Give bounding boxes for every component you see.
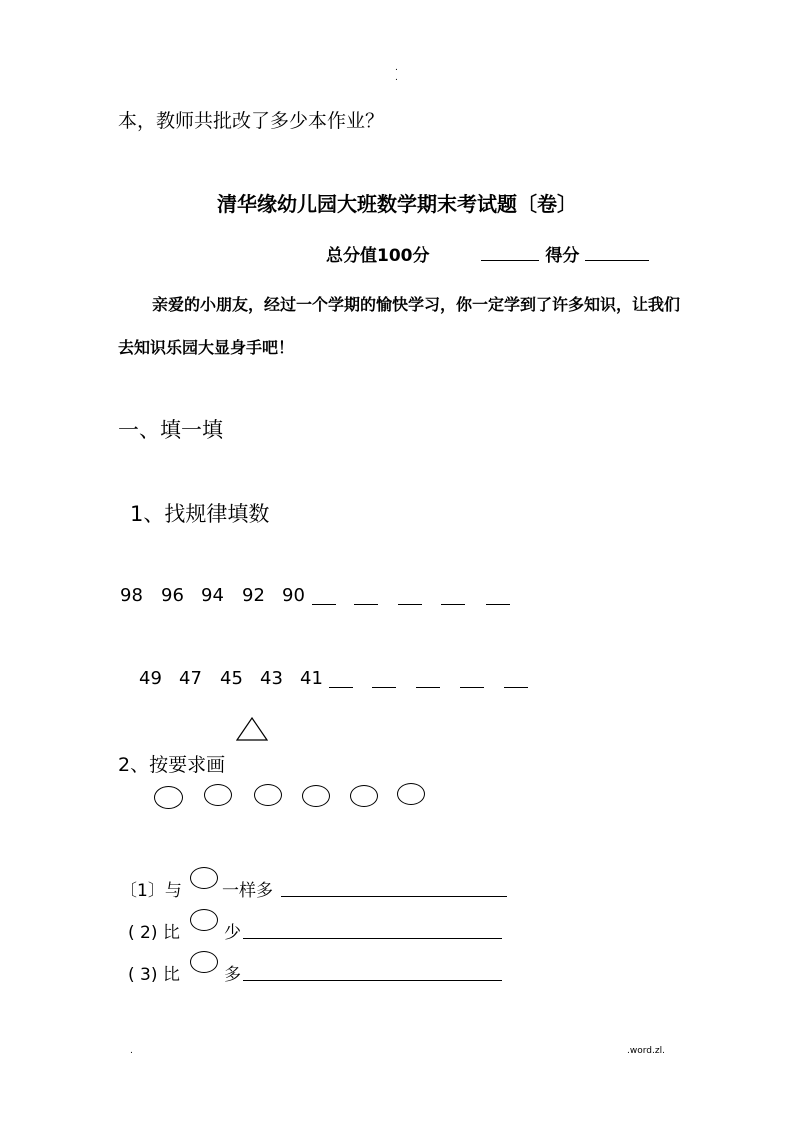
circle-icon <box>302 785 330 807</box>
sequence-number: 45 <box>220 668 243 689</box>
circle-icon <box>204 784 232 806</box>
circle-icon <box>154 786 183 809</box>
carryover-text: 本，教师共批改了多少本作业？ <box>118 110 385 132</box>
subquestion-suffix: 多 <box>224 965 241 985</box>
circle-icon <box>190 909 218 931</box>
answer-blank[interactable] <box>372 687 396 688</box>
sequence-number: 47 <box>179 668 202 689</box>
footer-right-mark: .word.zl. <box>627 1046 665 1056</box>
answer-blank[interactable] <box>486 604 510 605</box>
sequence-number: 90 <box>282 585 305 606</box>
score-line <box>326 241 649 266</box>
answer-blank[interactable] <box>398 604 422 605</box>
question-2-heading: 2、按要求画 <box>118 754 226 776</box>
answer-line[interactable] <box>281 896 507 897</box>
answer-blank[interactable] <box>329 687 353 688</box>
circle-icon <box>190 951 218 973</box>
page-title: 清华缘幼儿园大班数学期末考试题〔卷〕 <box>217 192 577 216</box>
answer-blank[interactable] <box>416 687 440 688</box>
answer-blank[interactable] <box>312 604 336 605</box>
answer-blank[interactable] <box>354 604 378 605</box>
sequence-number: 94 <box>201 585 224 606</box>
circle-icon <box>397 783 425 805</box>
section-heading-fill: 一、填一填 <box>118 418 223 442</box>
sequence-number: 43 <box>260 668 283 689</box>
intro-line-1: 亲爱的小朋友，经过一个学期的愉快学习，你一定学到了许多知识，让我们 <box>152 295 681 314</box>
footer-left-mark: . <box>130 1046 133 1056</box>
blank-line <box>481 246 539 261</box>
sequence-number: 41 <box>300 668 323 689</box>
answer-blank[interactable] <box>504 687 528 688</box>
header-mark-2: . <box>395 73 398 83</box>
answer-blank[interactable] <box>460 687 484 688</box>
circle-icon <box>254 784 282 806</box>
circle-icon <box>350 785 378 807</box>
header-mark: . <box>395 63 398 73</box>
subquestion-suffix: 少 <box>224 923 241 943</box>
answer-line[interactable] <box>243 938 502 939</box>
sequence-number: 49 <box>139 668 162 689</box>
total-score-label: 总分值100分 <box>326 246 430 266</box>
sequence-number: 92 <box>242 585 265 606</box>
score-label: 得分 <box>545 246 580 266</box>
circle-icon <box>190 867 218 889</box>
subquestion-suffix: 一样多 <box>222 881 273 901</box>
subquestion-prefix: ( 2) 比 <box>128 923 180 943</box>
answer-line[interactable] <box>243 980 502 981</box>
sequence-number: 96 <box>161 585 184 606</box>
triangle-icon <box>236 717 268 741</box>
sequence-number: 98 <box>120 585 143 606</box>
subquestion-prefix: 〔1〕与 <box>120 881 182 901</box>
intro-line-2: 去知识乐园大显身手吧！ <box>118 338 295 357</box>
subquestion-prefix: ( 3) 比 <box>128 965 180 985</box>
answer-blank[interactable] <box>441 604 465 605</box>
score-blank[interactable] <box>585 246 649 261</box>
question-1-heading: 1、找规律填数 <box>130 502 270 526</box>
